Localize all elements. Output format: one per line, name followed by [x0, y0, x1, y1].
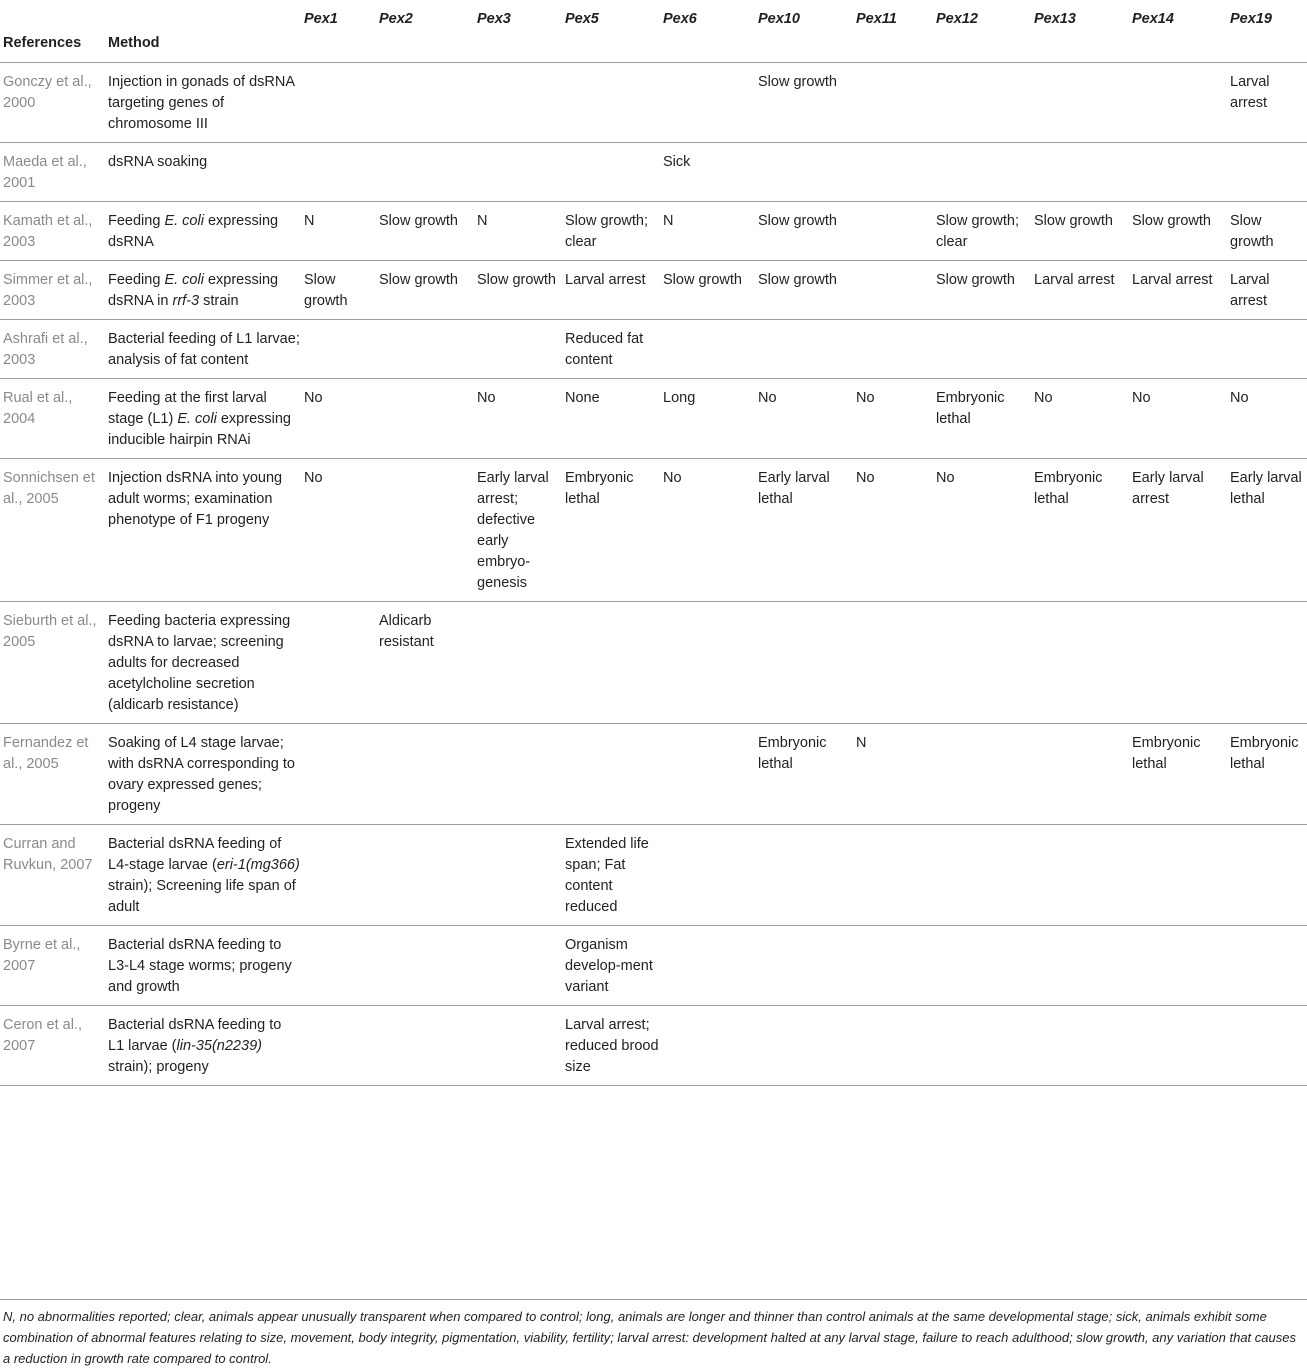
phenotype-cell: N — [663, 212, 674, 229]
header-gene: Pex19 — [1230, 11, 1272, 27]
phenotype-cell — [477, 62, 565, 142]
phenotype-cell — [379, 62, 477, 142]
phenotype-cell — [663, 319, 758, 378]
phenotype-cell — [379, 925, 477, 1005]
table-row — [0, 1005, 1307, 1085]
phenotype-cell: Embryonic lethal — [1230, 734, 1299, 772]
phenotype-cell — [856, 142, 936, 201]
method-cell: Bacterial dsRNA feeding to L3-L4 stage worms; progeny and growth — [108, 936, 292, 995]
phenotype-cell — [856, 260, 936, 319]
phenotype-cell — [1230, 319, 1307, 378]
phenotype-cell: Larval arrest — [565, 271, 646, 288]
phenotype-cell: Embryonic lethal — [1034, 469, 1103, 507]
phenotype-cell — [758, 1005, 856, 1085]
phenotype-cell: Slow growth — [758, 73, 837, 90]
method-italic-term: E. coli — [164, 271, 204, 288]
method-cell — [108, 260, 304, 319]
method-text: Feeding at the first larval stage (L1) — [108, 389, 267, 427]
phenotype-cell — [663, 62, 758, 142]
phenotype-cell: No — [856, 469, 875, 486]
phenotype-cell: No — [1230, 389, 1249, 406]
phenotype-cell — [379, 319, 477, 378]
phenotype-cell: No — [1132, 389, 1151, 406]
header-gene: Pex13 — [1034, 11, 1076, 27]
table-row — [0, 925, 1307, 1005]
phenotype-cell: Slow growth — [1132, 212, 1211, 229]
phenotype-cell — [936, 1005, 1034, 1085]
method-cell: dsRNA soaking — [108, 153, 208, 170]
phenotype-cell: Larval arrest; reduced brood size — [565, 1016, 659, 1075]
phenotype-cell: Larval arrest — [1132, 271, 1213, 288]
phenotype-cell: Slow growth — [1230, 212, 1274, 250]
method-italic-term: lin-35(n2239) — [176, 1037, 262, 1054]
phenotype-cell: Slow growth — [936, 271, 1015, 288]
method-cell — [108, 1005, 304, 1085]
phenotype-cell: Slow growth — [758, 271, 837, 288]
phenotype-cell — [565, 142, 663, 201]
header-gene: Pex5 — [565, 11, 599, 27]
phenotype-cell — [1132, 601, 1230, 723]
phenotype-cell: No — [758, 389, 777, 406]
phenotype-cell: N — [477, 212, 488, 229]
table-row — [0, 723, 1307, 824]
reference-cell: Sonnichsen et al., 2005 — [3, 469, 95, 507]
method-text: expressing dsRNA in — [108, 271, 279, 309]
phenotype-cell — [1034, 142, 1132, 201]
phenotype-cell: Embryonic lethal — [565, 469, 634, 507]
header-gene: Pex10 — [758, 11, 800, 27]
phenotype-cell — [1230, 925, 1307, 1005]
header-gene: Pex11 — [856, 11, 897, 27]
phenotype-cell — [856, 925, 936, 1005]
phenotype-cell — [304, 62, 379, 142]
phenotype-cell: No — [936, 469, 955, 486]
phenotype-cell: Embryonic lethal — [1132, 734, 1201, 772]
phenotype-cell — [304, 723, 379, 824]
phenotype-cell — [379, 824, 477, 925]
method-italic-term: eri-1(mg366) — [216, 856, 300, 873]
table-row — [0, 319, 1307, 378]
phenotype-cell — [936, 925, 1034, 1005]
method-cell — [108, 201, 304, 260]
phenotype-cell — [758, 601, 856, 723]
phenotype-cell — [477, 723, 565, 824]
method-italic-term: E. coli — [164, 212, 204, 229]
phenotype-cell — [1034, 723, 1132, 824]
phenotype-cell — [856, 62, 936, 142]
phenotype-cell: No — [304, 469, 323, 486]
phenotype-cell: Early larval lethal — [1230, 469, 1302, 507]
phenotype-cell — [758, 142, 856, 201]
method-cell — [108, 824, 304, 925]
phenotype-cell: Slow growth — [758, 212, 837, 229]
phenotype-cell — [304, 925, 379, 1005]
phenotype-cell — [477, 1005, 565, 1085]
reference-cell: Simmer et al., 2003 — [3, 271, 93, 309]
phenotype-cell: Slow growth — [477, 271, 556, 288]
reference-cell: Rual et al., 2004 — [3, 389, 73, 427]
phenotype-cell — [758, 319, 856, 378]
phenotype-cell — [663, 925, 758, 1005]
phenotype-cell — [304, 824, 379, 925]
phenotype-cell — [663, 824, 758, 925]
phenotype-cell — [565, 62, 663, 142]
phenotype-cell — [1132, 62, 1230, 142]
header-gene: Pex6 — [663, 11, 697, 27]
phenotype-cell — [1230, 142, 1307, 201]
phenotype-cell: Embryonic lethal — [758, 734, 827, 772]
method-cell: Soaking of L4 stage larvae; with dsRNA corresponding to ovary expressed genes; progeny — [108, 734, 295, 814]
reference-cell: Ashrafi et al., 2003 — [3, 330, 88, 368]
reference-cell: Maeda et al., 2001 — [3, 153, 87, 191]
phenotype-cell — [1230, 1005, 1307, 1085]
phenotype-cell: Aldicarb resistant — [379, 612, 434, 650]
table-row — [0, 601, 1307, 723]
method-text: Bacterial dsRNA feeding to L1 larvae ( — [108, 1016, 282, 1054]
phenotype-cell — [936, 142, 1034, 201]
table-row — [0, 142, 1307, 201]
method-text: strain); Screening life span of adult — [108, 877, 296, 915]
phenotype-cell — [379, 1005, 477, 1085]
phenotype-cell — [1034, 925, 1132, 1005]
phenotype-cell: Early larval lethal — [758, 469, 830, 507]
phenotype-cell: Early larval arrest; defective early embryo-genesis — [477, 469, 549, 591]
phenotype-cell — [304, 319, 379, 378]
phenotype-cell — [936, 824, 1034, 925]
method-cell: Injection dsRNA into young adult worms; examination phenotype of F1 progeny — [108, 469, 283, 528]
header-row — [0, 0, 1307, 62]
phenotype-cell: Slow growth — [663, 271, 742, 288]
method-text: strain); progeny — [108, 1058, 209, 1075]
phenotype-cell: No — [304, 389, 323, 406]
phenotype-cell — [477, 925, 565, 1005]
phenotype-cell: Sick — [663, 153, 691, 170]
phenotype-cell: Larval arrest — [1230, 271, 1270, 309]
phenotype-cell — [1132, 142, 1230, 201]
table-footnote: N, no abnormalities reported; clear, animals appear unusually transparent when compared to control; long, animals are longer and thinner than control animals at the same developmental stage; sick, animals exhibit some combination of abnormal features relating to size, movement, body integrity, pigmentation, viability, fertility; larval arrest: development halted at any larval stage, failure to reach adulthood; slow growth, any variation that causes a reduction in growth rate compared to control. — [3, 1309, 1296, 1366]
header-gene: Pex2 — [379, 11, 413, 27]
phenotype-cell — [304, 142, 379, 201]
reference-cell: Kamath et al., 2003 — [3, 212, 93, 250]
phenotype-cell — [304, 601, 379, 723]
method-cell — [108, 378, 304, 458]
table-row — [0, 458, 1307, 601]
phenotype-cell — [856, 201, 936, 260]
phenotype-cell — [1132, 319, 1230, 378]
phenotype-cell — [477, 824, 565, 925]
phenotype-cell — [1230, 824, 1307, 925]
header-gene: Pex3 — [477, 11, 511, 27]
phenotype-cell — [477, 142, 565, 201]
method-cell: Feeding bacteria expressing dsRNA to larvae; screening adults for decreased acetylcholine secretion (aldicarb resistance) — [108, 612, 291, 713]
phenotype-cell — [1034, 1005, 1132, 1085]
phenotype-cell — [856, 601, 936, 723]
phenotype-cell — [663, 723, 758, 824]
phenotype-cell — [1034, 824, 1132, 925]
phenotype-cell — [379, 723, 477, 824]
phenotype-cell: Extended life span; Fat content reduced — [565, 835, 649, 915]
method-cell: Bacterial feeding of L1 larvae; analysis of fat content — [108, 330, 300, 368]
reference-cell: Gonczy et al., 2000 — [3, 73, 92, 111]
method-text: strain — [199, 292, 239, 309]
method-text: Bacterial dsRNA feeding of L4-stage larvae ( — [108, 835, 282, 873]
phenotype-cell: No — [1034, 389, 1053, 406]
phenotype-cell — [1034, 319, 1132, 378]
phenotype-cell — [565, 723, 663, 824]
phenotype-cell — [856, 1005, 936, 1085]
method-text: Feeding — [108, 212, 165, 229]
phenotype-cell — [663, 1005, 758, 1085]
reference-cell: Sieburth et al., 2005 — [3, 612, 97, 650]
footnote-divider — [0, 1299, 1307, 1300]
phenotype-cell: Larval arrest — [1034, 271, 1115, 288]
table-row — [0, 378, 1307, 458]
phenotype-cell: No — [477, 389, 496, 406]
table-row — [0, 62, 1307, 142]
header-gene: Pex14 — [1132, 11, 1174, 27]
method-italic-term: E. coli — [177, 410, 217, 427]
phenotype-cell — [1132, 925, 1230, 1005]
reference-cell: Ceron et al., 2007 — [3, 1016, 82, 1054]
header-gene: Pex12 — [936, 11, 978, 27]
phenotype-cell — [379, 142, 477, 201]
phenotype-cell — [936, 601, 1034, 723]
reference-cell: Curran and Ruvkun, 2007 — [3, 835, 93, 873]
reference-cell: Fernandez et al., 2005 — [3, 734, 89, 772]
method-cell: Injection in gonads of dsRNA targeting genes of chromosome III — [108, 73, 295, 132]
phenotype-cell — [758, 925, 856, 1005]
reference-cell: Byrne et al., 2007 — [3, 936, 81, 974]
phenotype-cell: No — [856, 389, 875, 406]
phenotype-cell — [936, 723, 1034, 824]
phenotype-cell: Organism develop-ment variant — [565, 936, 653, 995]
table-row — [0, 260, 1307, 319]
method-text: Feeding — [108, 271, 165, 288]
phenotype-cell: Slow growth — [304, 271, 348, 309]
phenotype-cell — [379, 458, 477, 601]
phenotype-cell — [1034, 62, 1132, 142]
header-references: References — [3, 34, 82, 51]
phenotype-cell: Reduced fat content — [565, 330, 644, 368]
table-body — [0, 62, 1307, 1085]
phenotype-cell: N — [856, 734, 867, 751]
phenotype-cell: N — [304, 212, 315, 229]
phenotype-cell — [304, 1005, 379, 1085]
method-text: expressing inducible hairpin RNAi — [108, 410, 291, 448]
phenotype-cell: No — [663, 469, 682, 486]
phenotype-cell — [565, 601, 663, 723]
phenotype-cell: Slow growth; clear — [936, 212, 1020, 250]
phenotype-cell — [936, 319, 1034, 378]
phenotype-cell — [477, 601, 565, 723]
phenotype-cell: Early larval arrest — [1132, 469, 1204, 507]
phenotype-cell — [758, 824, 856, 925]
phenotype-cell — [1132, 824, 1230, 925]
method-italic-term: rrf-3 — [172, 292, 200, 309]
phenotype-cell: Slow growth — [379, 212, 458, 229]
phenotype-cell: Slow growth — [1034, 212, 1113, 229]
table-row — [0, 201, 1307, 260]
phenotype-cell — [936, 62, 1034, 142]
table-row — [0, 824, 1307, 925]
phenotype-cell: Larval arrest — [1230, 73, 1270, 111]
phenotype-cell — [1230, 601, 1307, 723]
phenotype-cell — [1034, 601, 1132, 723]
phenotype-cell — [856, 824, 936, 925]
phenotype-cell: Slow growth; clear — [565, 212, 649, 250]
phenotype-cell — [663, 601, 758, 723]
phenotype-cell — [1132, 1005, 1230, 1085]
header-method: Method — [108, 34, 160, 51]
phenotype-cell: Long — [663, 389, 696, 406]
phenotype-cell — [856, 319, 936, 378]
phenotype-cell: Embryonic lethal — [936, 389, 1005, 427]
method-text: expressing dsRNA — [108, 212, 279, 250]
header-gene: Pex1 — [304, 11, 338, 27]
phenotype-cell — [477, 319, 565, 378]
phenotype-cell: Slow growth — [379, 271, 458, 288]
phenotype-cell: None — [565, 389, 600, 406]
phenotype-cell — [379, 378, 477, 458]
